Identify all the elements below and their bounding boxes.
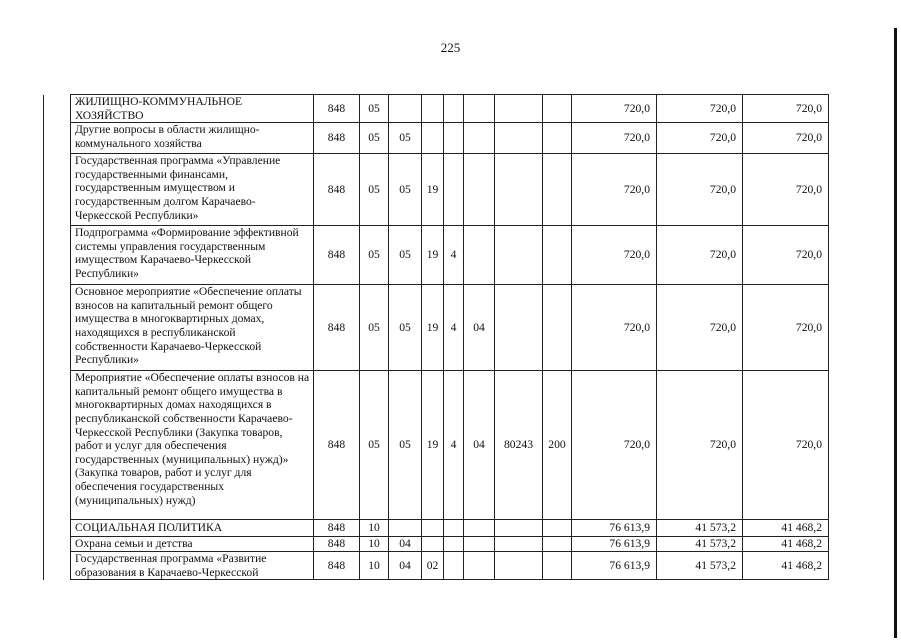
amount-2: 41 573,2 (657, 537, 743, 552)
target-article-code (495, 285, 543, 371)
subsection-code (389, 520, 422, 537)
amount-3: 720,0 (743, 154, 829, 226)
expense-type-code (543, 123, 572, 154)
activity-code (464, 95, 495, 123)
amount-3: 41 468,2 (743, 552, 829, 580)
subprogram-code (444, 520, 464, 537)
program-code: 19 (422, 226, 444, 285)
activity-code: 04 (464, 285, 495, 371)
row-margin-cell (44, 371, 71, 520)
target-article-code (495, 537, 543, 552)
subprogram-code: 4 (444, 371, 464, 520)
program-code: 19 (422, 371, 444, 520)
row-margin-cell (44, 226, 71, 285)
budget-table (43, 94, 829, 580)
section-code: 05 (360, 123, 389, 154)
target-article-code (495, 123, 543, 154)
subsection-code: 05 (389, 154, 422, 226)
section-code: 05 (360, 371, 389, 520)
subsection-code: 05 (389, 123, 422, 154)
table-row (44, 95, 829, 123)
table-row (44, 371, 829, 520)
subprogram-code (444, 123, 464, 154)
program-code (422, 520, 444, 537)
row-name: Охрана семьи и детства (71, 537, 314, 552)
dept-code: 848 (314, 285, 360, 371)
amount-1: 720,0 (572, 226, 657, 285)
subsection-code (389, 95, 422, 123)
table-row (44, 552, 829, 580)
target-article-code (495, 520, 543, 537)
program-code (422, 123, 444, 154)
amount-3: 41 468,2 (743, 537, 829, 552)
amount-2: 41 573,2 (657, 552, 743, 580)
row-name: Подпрограмма «Формирование эффективной системы управления государственным имуществом Карачаево-Черкесской Республики» (71, 226, 314, 285)
page-edge-line (894, 28, 897, 638)
expense-type-code (543, 537, 572, 552)
dept-code: 848 (314, 154, 360, 226)
row-margin-cell (44, 123, 71, 154)
row-name: Основное мероприятие «Обеспечение оплаты взносов на капитальный ремонт общего имущества в многоквартирных домах, находящихся в республиканской собственности Карачаево-Черкесской Республики» (71, 285, 314, 371)
row-name: Мероприятие «Обеспечение оплаты взносов на капитальный ремонт общего имущества в многоквартирных домах находящихся в республиканской собственности Карачаево-Черкесской Республики (Закупка товаров, работ и услуг для обеспечения государственных (муниципальных) нужд)» (Закупка товаров, работ и услуг для обеспечения государственных (муниципальных) нужд) (71, 371, 314, 520)
expense-type-code (543, 95, 572, 123)
amount-2: 720,0 (657, 226, 743, 285)
dept-code: 848 (314, 552, 360, 580)
row-name: Государственная программа «Развитие образования в Карачаево-Черкесской (71, 552, 314, 580)
page-number: 225 (440, 40, 461, 55)
amount-1: 720,0 (572, 154, 657, 226)
program-code (422, 537, 444, 552)
amount-2: 720,0 (657, 95, 743, 123)
row-name: ЖИЛИЩНО-КОММУНАЛЬНОЕ ХОЗЯЙСТВО (71, 95, 314, 123)
subprogram-code (444, 552, 464, 580)
activity-code (464, 520, 495, 537)
subsection-code: 04 (389, 552, 422, 580)
target-article-code: 80243 (495, 371, 543, 520)
expense-type-code (543, 520, 572, 537)
row-margin-cell (44, 154, 71, 226)
activity-code (464, 226, 495, 285)
expense-type-code (543, 154, 572, 226)
amount-2: 720,0 (657, 285, 743, 371)
dept-code: 848 (314, 95, 360, 123)
dept-code: 848 (314, 520, 360, 537)
target-article-code (495, 95, 543, 123)
subsection-code: 04 (389, 537, 422, 552)
section-code: 10 (360, 537, 389, 552)
row-margin-cell (44, 285, 71, 371)
target-article-code (495, 154, 543, 226)
section-code: 05 (360, 285, 389, 371)
amount-1: 720,0 (572, 95, 657, 123)
row-margin-cell (44, 552, 71, 580)
table-row (44, 285, 829, 371)
activity-code (464, 537, 495, 552)
row-name: Государственная программа «Управление государственными финансами, государственным имуществом и государственным долгом Карачаево-Черкесской Республики» (71, 154, 314, 226)
dept-code: 848 (314, 537, 360, 552)
subprogram-code (444, 154, 464, 226)
dept-code: 848 (314, 371, 360, 520)
amount-1: 720,0 (572, 285, 657, 371)
expense-type-code (543, 226, 572, 285)
row-name: СОЦИАЛЬНАЯ ПОЛИТИКА (71, 520, 314, 537)
amount-2: 720,0 (657, 154, 743, 226)
expense-type-code: 200 (543, 371, 572, 520)
row-margin-cell (44, 95, 71, 123)
subsection-code: 05 (389, 371, 422, 520)
activity-code (464, 552, 495, 580)
subsection-code: 05 (389, 285, 422, 371)
amount-3: 720,0 (743, 226, 829, 285)
expense-type-code (543, 552, 572, 580)
amount-3: 720,0 (743, 285, 829, 371)
subprogram-code: 4 (444, 226, 464, 285)
dept-code: 848 (314, 226, 360, 285)
row-name: Другие вопросы в области жилищно-коммунального хозяйства (71, 123, 314, 154)
target-article-code (495, 226, 543, 285)
table-row (44, 520, 829, 537)
amount-3: 720,0 (743, 95, 829, 123)
table-row (44, 226, 829, 285)
row-margin-cell (44, 520, 71, 537)
subsection-code: 05 (389, 226, 422, 285)
activity-code (464, 154, 495, 226)
program-code (422, 95, 444, 123)
amount-1: 76 613,9 (572, 552, 657, 580)
amount-1: 76 613,9 (572, 520, 657, 537)
expense-type-code (543, 285, 572, 371)
amount-2: 720,0 (657, 371, 743, 520)
subprogram-code: 4 (444, 285, 464, 371)
table-row (44, 154, 829, 226)
program-code: 19 (422, 154, 444, 226)
program-code: 19 (422, 285, 444, 371)
amount-1: 720,0 (572, 123, 657, 154)
amount-2: 720,0 (657, 123, 743, 154)
section-code: 05 (360, 154, 389, 226)
table-row (44, 537, 829, 552)
subprogram-code (444, 95, 464, 123)
target-article-code (495, 552, 543, 580)
table-row (44, 123, 829, 154)
amount-2: 41 573,2 (657, 520, 743, 537)
section-code: 05 (360, 226, 389, 285)
dept-code: 848 (314, 123, 360, 154)
amount-1: 720,0 (572, 371, 657, 520)
activity-code: 04 (464, 371, 495, 520)
amount-1: 76 613,9 (572, 537, 657, 552)
amount-3: 720,0 (743, 371, 829, 520)
program-code: 02 (422, 552, 444, 580)
subprogram-code (444, 537, 464, 552)
amount-3: 720,0 (743, 123, 829, 154)
section-code: 10 (360, 552, 389, 580)
amount-3: 41 468,2 (743, 520, 829, 537)
activity-code (464, 123, 495, 154)
section-code: 05 (360, 95, 389, 123)
row-margin-cell (44, 537, 71, 552)
section-code: 10 (360, 520, 389, 537)
